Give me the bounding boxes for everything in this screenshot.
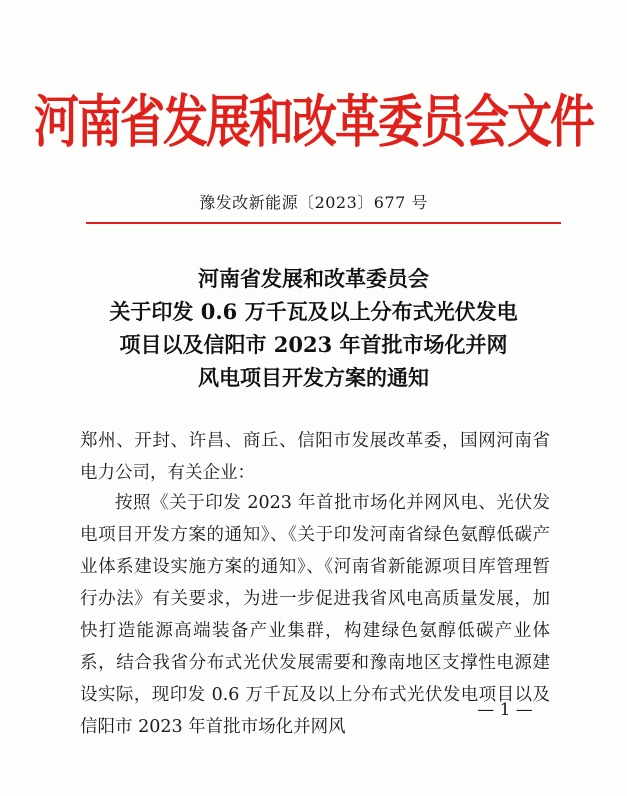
masthead-title: 河南省发展和改革委员会文件 <box>33 88 593 155</box>
page-number: — 1 — <box>477 700 533 720</box>
notice-title-line: 风电项目开发方案的通知 <box>198 365 429 390</box>
notice-title <box>0 262 627 394</box>
notice-title-line: 项目以及信阳市 2023 年首批市场化并网 <box>119 332 508 357</box>
notice-title-line: 关于印发 0.6 万千瓦及以上分布式光伏发电 <box>109 299 518 324</box>
body-paragraph: 按照《关于印发 2023 年首批市场化并网风电、光伏发电项目开发方案的通知》、《关于印发河南省绿色氨醇低碳产业体系建设实施方案的通知》、《河南省新能源项目库管理暂行办法》有关要求，为进一步促进我省风电高质量发展，加快打造能源高端装备产业集群，构建绿色氨醇低碳产业体系，结合我省分布式光伏发展需要和豫南地区支撑性电源建设实际，现印发 0.6 万千瓦及以上分布式光伏发电项目以及信阳市 2023 年首批市场化并网风 <box>80 493 550 737</box>
document-number: 豫发改新能源〔2023〕677 号 <box>199 193 428 212</box>
red-divider <box>86 222 561 224</box>
salutation: 郑州、开封、许昌、商丘、信阳市发展改革委，国网河南省电力公司，有关企业： <box>80 431 550 483</box>
notice-title-line: 河南省发展和改革委员会 <box>198 266 429 291</box>
